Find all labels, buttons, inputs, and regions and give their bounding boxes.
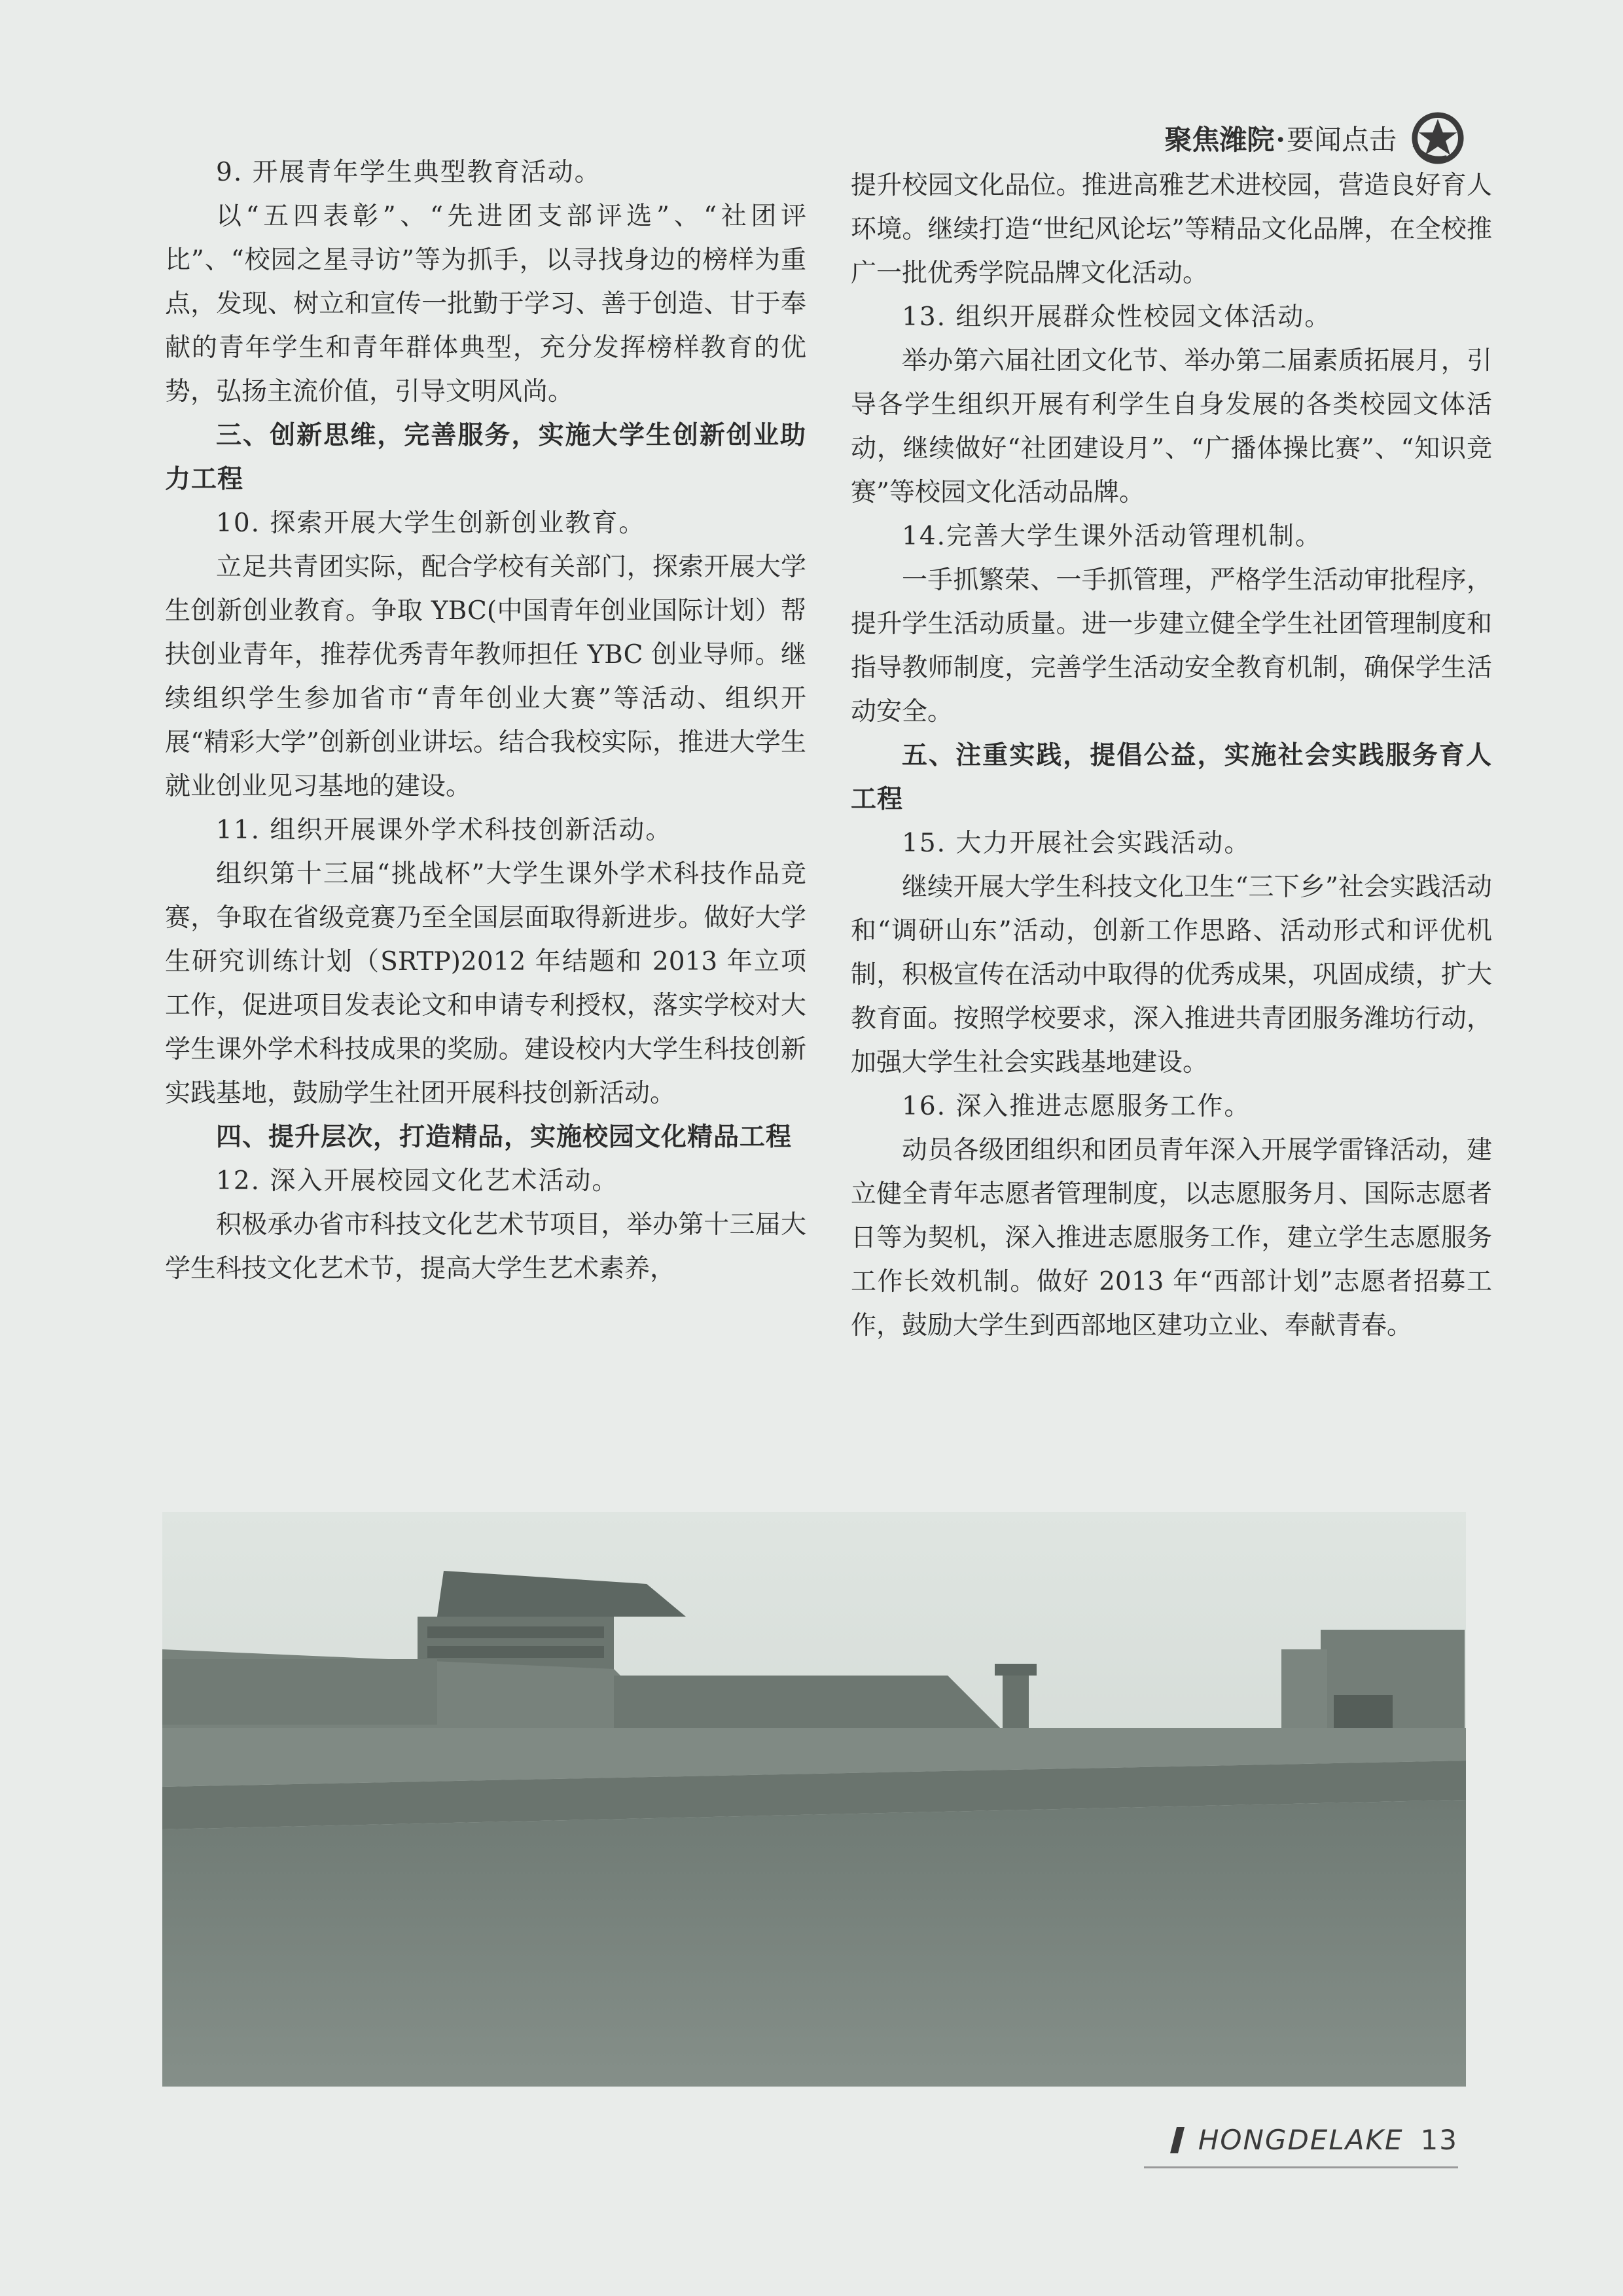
body-paragraph-continued: 提升校园文化品位。推进高雅艺术进校园，营造良好育人环境。继续打造“世纪风论坛”等精品文化品牌，在全校推广一批优秀学院品牌文化活动。 <box>851 171 1492 288</box>
body-paragraph: 立足共青团实际，配合学校有关部门，探索开展大学生创新创业教育。争取 YBC(中国青年创业国际计划）帮扶创业青年，推荐优秀青年教师担任 YBC 创业导师。继续组织学生参加省市“青年创业大赛”等活动、组织开展“精彩大学”创新创业讲坛。结合我校实际，推进大学生就业创业见习基地的建设。 <box>165 552 806 801</box>
item-heading: 16. 深入推进志愿服务工作。 <box>902 1092 1251 1121</box>
item-heading: 12. 深入开展校园文化艺术活动。 <box>216 1166 619 1196</box>
body-paragraph: 继续开展大学生科技文化卫生“三下乡”社会实践活动和“调研山东”活动，创新工作思路、活动形式和评优机制，积极宣传在活动中取得的优秀成果，巩固成绩，扩大教育面。按照学校要求，深入推进共青团服务潍坊行动，加强大学生社会实践基地建设。 <box>851 872 1492 1077</box>
body-paragraph: 动员各级团组织和团员青年深入开展学雷锋活动，建立健全青年志愿者管理制度，以志愿服务月、国际志愿者日等为契机，深入推进志愿服务工作，建立学生志愿服务工作长效机制。做好 2013 年“西部计划”志愿者招募工作，鼓励大学生到西部地区建功立业、奉献青春。 <box>851 1136 1492 1340</box>
header-section-title: 聚焦潍院·要闻点击 <box>1164 124 1397 156</box>
body-paragraph: 一手抓繁荣、一手抓管理，严格学生活动审批程序，提升学生活动质量。进一步建立健全学生社团管理制度和指导教师制度，完善学生活动安全教育机制，确保学生活动安全。 <box>851 565 1492 726</box>
item-heading: 9. 开展青年学生典型教育活动。 <box>216 158 601 187</box>
body-paragraph: 以“五四表彰”、“先进团支部评选”、“社团评比”、“校园之星寻访”等为抓手，以寻找身边的榜样为重点，发现、树立和宣传一批勤于学习、善于创造、甘于奉献的青年学生和青年群体典型，充分发挥榜样教育的优势，弘扬主流价值，引导文明风尚。 <box>165 202 806 406</box>
footer-bar-mark <box>1170 2127 1185 2153</box>
footer-brand: HONGDELAKE <box>1198 2124 1404 2156</box>
item-heading: 13. 组织开展群众性校园文体活动。 <box>902 302 1332 332</box>
section-heading: 三、创新思维，完善服务，实施大学生创新创业助力工程 <box>165 421 806 494</box>
footer-rule <box>1144 2166 1458 2168</box>
item-heading: 10. 探索开展大学生创新创业教育。 <box>216 509 646 538</box>
item-heading: 15. 大力开展社会实践活动。 <box>902 829 1251 858</box>
section-heading: 五、注重实践，提倡公益，实施社会实践服务育人工程 <box>851 741 1492 814</box>
body-paragraph: 举办第六届社团文化节、举办第二届素质拓展月，引导各学生组织开展有利学生自身发展的各类校园文体活动，继续做好“社团建设月”、“广播体操比赛”、“知识竞赛”等校园文化活动品牌。 <box>851 346 1492 507</box>
page-number: 13 <box>1420 2124 1458 2156</box>
star-emblem-icon <box>1410 110 1466 166</box>
right-column <box>851 164 1492 1348</box>
body-paragraph: 组织第十三届“挑战杯”大学生课外学术科技作品竞赛，争取在省级竞赛乃至全国层面取得新进步。做好大学生研究训练计划（SRTP)2012 年结题和 2013 年立项工作，促进项目发表论文和申请专利授权，落实学校对大学生课外学术科技成果的奖励。建设校内大学生科技创新实践基地，鼓励学生社团开展科技创新活动。 <box>165 859 806 1108</box>
page-footer <box>1173 2124 1458 2156</box>
page-header <box>1164 110 1466 166</box>
stadium-photo <box>162 1512 1466 2087</box>
item-heading: 14.完善大学生课外活动管理机制。 <box>902 522 1323 551</box>
left-column <box>165 151 806 1291</box>
body-paragraph: 积极承办省市科技文化艺术节项目，举办第十三届大学生科技文化艺术节，提高大学生艺术素养， <box>165 1210 806 1283</box>
item-heading: 11. 组织开展课外学术科技创新活动。 <box>216 816 673 845</box>
section-heading: 四、提升层次，打造精品，实施校园文化精品工程 <box>216 1122 793 1152</box>
